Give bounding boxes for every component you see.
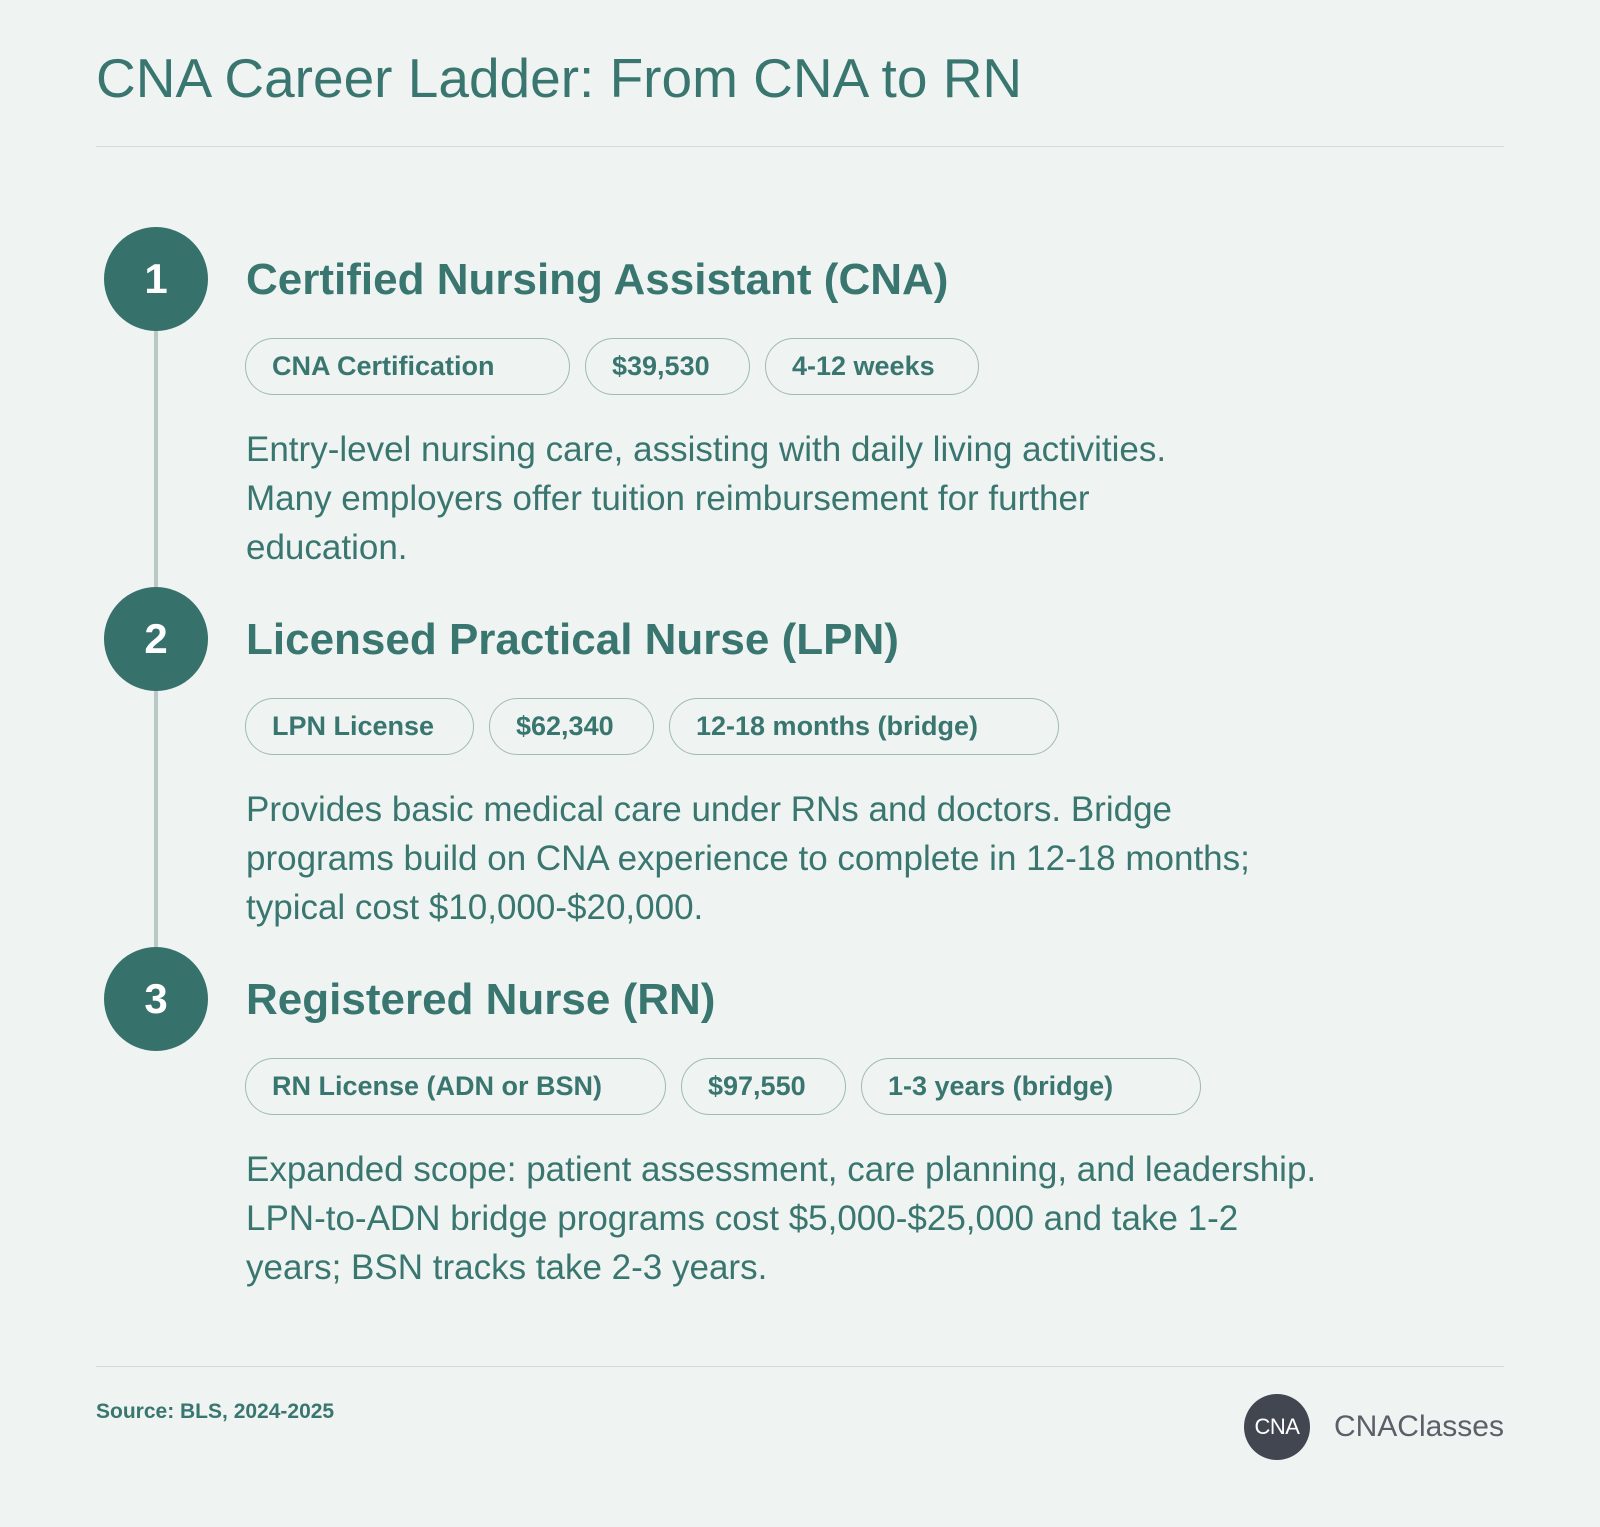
brand-name: CNAClasses (1333, 1410, 1504, 1443)
credential-tag: LPN License (245, 698, 474, 755)
step-number-badge: 2 (104, 587, 208, 691)
salary-tag: $39,530 (585, 338, 750, 395)
salary-tag: $97,550 (681, 1058, 846, 1115)
step-title: Registered Nurse (RN) (246, 975, 716, 1024)
salary-tag: $62,340 (489, 698, 654, 755)
credential-tag: RN License (ADN or BSN) (245, 1058, 666, 1115)
step-title: Certified Nursing Assistant (CNA) (246, 255, 949, 304)
brand-logo: CNA (1244, 1394, 1310, 1460)
duration-tag: 4-12 weeks (765, 338, 979, 395)
step-tags (245, 1058, 1235, 1115)
source-citation: Source: BLS, 2024-2025 (96, 1400, 335, 1423)
duration-tag: 12-18 months (bridge) (669, 698, 1059, 755)
step-title: Licensed Practical Nurse (LPN) (246, 615, 899, 664)
duration-tag: 1-3 years (bridge) (861, 1058, 1201, 1115)
step-description: Expanded scope: patient assessment, care planning, and leadership. LPN-to-ADN bridge programs cost $5,000-$25,000 and take 1-2 years; BSN tracks take 2-3 years. (246, 1150, 1317, 1287)
step-tags (245, 338, 985, 395)
page-title: CNA Career Ladder: From CNA to RN (96, 47, 1023, 109)
step-description: Provides basic medical care under RNs and doctors. Bridge programs build on CNA experience to complete in 12-18 months; typical cost $10,000-$20,000. (246, 790, 1250, 927)
header-divider (96, 146, 1504, 147)
timeline-connector (154, 680, 158, 952)
credential-tag: CNA Certification (245, 338, 570, 395)
step-number-badge: 3 (104, 947, 208, 1051)
step-number-badge: 1 (104, 227, 208, 331)
footer-divider (96, 1366, 1504, 1367)
step-tags (245, 698, 1065, 755)
timeline-connector (154, 320, 158, 592)
step-description: Entry-level nursing care, assisting with daily living activities. Many employers offer tuition reimbursement for further education. (246, 430, 1167, 567)
